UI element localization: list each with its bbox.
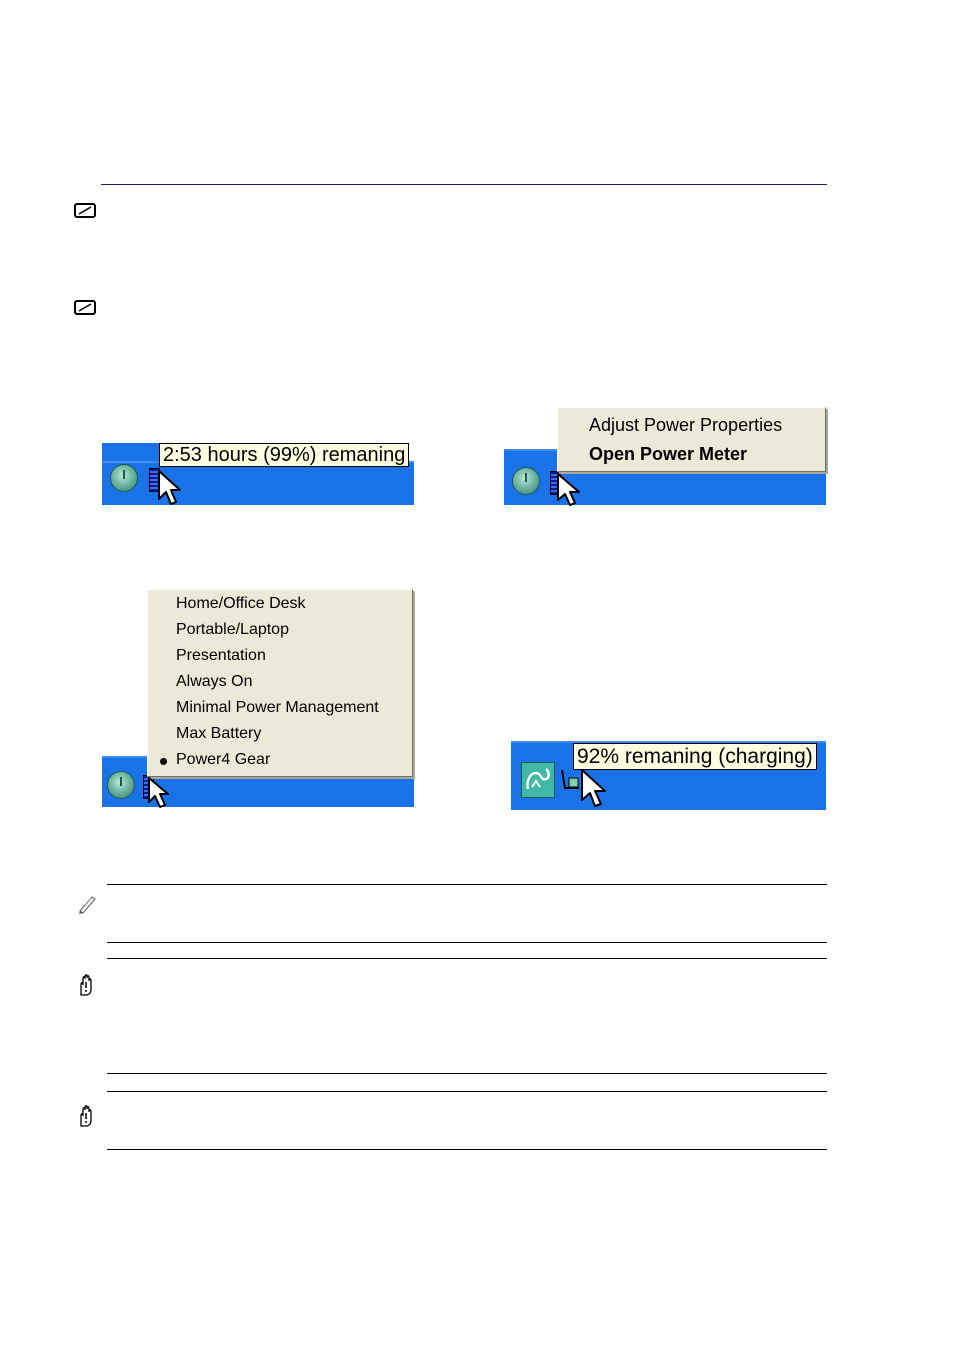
mouse-pointer-icon <box>556 472 582 508</box>
warning-hand-icon <box>76 1104 98 1128</box>
menu-item-label: Adjust Power Properties <box>589 415 783 435</box>
warning-box-top-rule <box>107 958 827 959</box>
menu-item-presentation[interactable] <box>176 647 266 673</box>
header-rule <box>101 184 827 185</box>
menu-item-always-on[interactable] <box>176 673 252 699</box>
battery-tooltip: 2:53 hours (99%) remaning <box>159 443 409 467</box>
charging-tooltip: 92% remaning (charging) <box>573 743 817 770</box>
warning-box-bottom-rule <box>107 1149 827 1150</box>
menu-item-label: Presentation <box>176 647 266 664</box>
warning-box-bottom-rule <box>107 1073 827 1074</box>
pen-note-icon <box>76 893 98 915</box>
mouse-pointer-icon <box>157 469 183 507</box>
notebook-icon <box>74 203 96 218</box>
menu-item-label: Power4 Gear <box>176 751 271 768</box>
clock-icon[interactable] <box>110 464 138 492</box>
menu-item-label: Max Battery <box>176 725 262 742</box>
mouse-pointer-icon <box>580 768 608 810</box>
menu-item-label: Portable/Laptop <box>176 621 289 638</box>
menu-item-power4-gear[interactable] <box>176 751 270 777</box>
menu-item-label: Minimal Power Management <box>176 699 379 716</box>
menu-item-max-battery[interactable] <box>176 725 261 751</box>
clock-icon[interactable] <box>107 771 135 799</box>
menu-item-label: Open Power Meter <box>589 444 748 464</box>
menu-item-home-office-desk[interactable] <box>176 595 306 621</box>
plug-charging-icon <box>522 763 554 797</box>
warning-hand-icon <box>76 973 98 997</box>
power-gear-menu <box>147 589 413 777</box>
notebook-icon <box>74 300 96 315</box>
taskbar-gap <box>102 443 159 461</box>
note-box-bottom-rule <box>107 942 827 943</box>
warning-box-top-rule <box>107 1091 827 1092</box>
menu-item-adjust-power-properties[interactable] <box>589 415 782 436</box>
mouse-pointer-icon <box>147 776 171 810</box>
menu-item-open-power-meter[interactable] <box>589 444 747 465</box>
clock-icon[interactable] <box>512 467 540 495</box>
charging-app-icon[interactable] <box>521 762 555 798</box>
battery-context-menu <box>557 407 826 472</box>
menu-item-label: Always On <box>176 673 253 690</box>
menu-item-minimal-power-management[interactable] <box>176 699 379 725</box>
menu-item-label: Home/Office Desk <box>176 595 306 612</box>
note-box-top-rule <box>107 884 827 885</box>
selected-bullet-icon <box>160 758 167 765</box>
menu-item-portable-laptop[interactable] <box>176 621 289 647</box>
